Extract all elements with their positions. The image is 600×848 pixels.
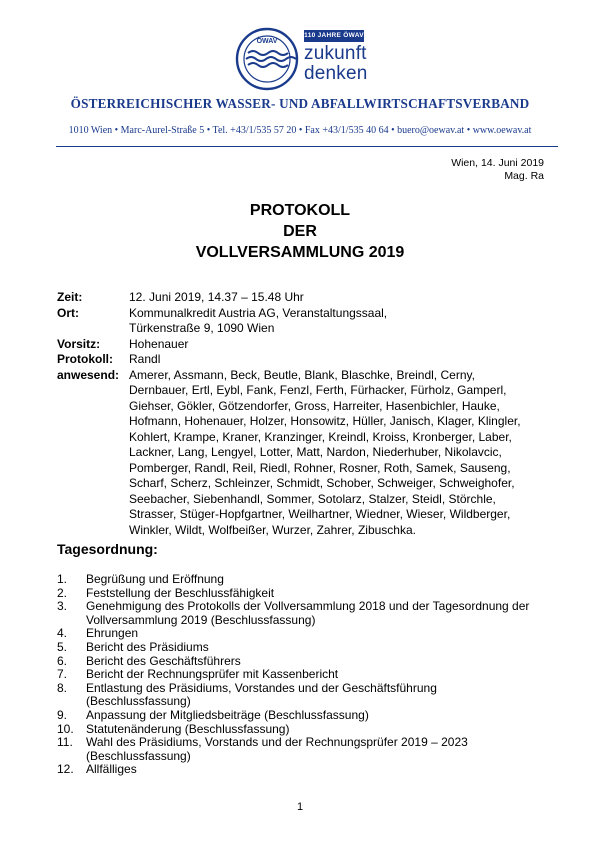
oewav-logo [234,26,374,92]
agenda-item-line: Bericht des Präsidiums [86,639,209,654]
agenda-item-number: 9. [57,707,68,722]
vorsitz-value: Hohenauer [129,336,189,351]
header-divider [56,146,558,147]
ort-line: Kommunalkredit Austria AG, Veranstaltungssaal, [129,305,388,320]
agenda-item [57,763,547,777]
info-row-ort [57,306,547,337]
agenda-item-text [86,736,547,763]
attendees-line: Kohlert, Krampe, Kraner, Kranzinger, Kreindl, Kroiss, Kronberger, Laber, [129,429,512,444]
agenda-item-number: 6. [57,653,68,668]
agenda-item-number: 4. [57,626,68,641]
agenda-item [57,627,547,641]
agenda-heading: Tagesordnung: [57,541,158,557]
agenda-item [57,736,547,763]
attendees-line: Pomberger, Randl, Reil, Riedl, Rohner, Rosner, Roth, Samek, Sauseng, [129,460,511,475]
agenda-item-line: Allfälliges [86,762,137,777]
title-line-3: VOLLVERSAMMLUNG 2019 [195,244,405,261]
agenda-item-number: 1. [57,572,68,586]
attendees-list [129,368,547,539]
logo-ring-text: ÖWAV [256,38,278,45]
agenda-item-text [86,600,547,627]
agenda-item [57,723,547,737]
agenda-item [57,573,547,587]
document-title [0,200,600,263]
agenda-item [57,600,547,627]
agenda-item-number: 8. [57,680,68,695]
agenda-item-number: 3. [57,599,68,614]
agenda-item [57,587,547,601]
agenda-item-number: 2. [57,585,68,600]
meeting-info [57,290,547,538]
agenda-item [57,709,547,723]
document-date: Wien, 14. Juni 2019 [451,157,544,169]
organization-name: ÖSTERREICHISCHER WASSER- UND ABFALLWIRTSCHAFTSVERBAND [70,96,530,111]
date-block [451,157,544,183]
agenda-item-line: Genehmigung des Protokolls der Vollversammlung 2018 und der Tagesordnung der [86,599,530,614]
info-row-protokoll [57,352,547,368]
info-row-anwesend [57,368,547,539]
agenda-item-number: 12. [57,762,74,777]
zeit-label: Zeit: [57,290,83,304]
agenda-item [57,655,547,669]
agenda-item-text [86,709,547,723]
agenda-item [57,668,547,682]
attendees-line: Amerer, Assmann, Beck, Beutle, Blank, Blaschke, Breindl, Cerny, [129,367,475,382]
agenda-item-number: 10. [57,721,74,736]
agenda-list [57,573,547,777]
agenda-item [57,682,547,709]
attendees-line: Dernbauer, Ertl, Eybl, Fank, Fenzl, Ferth, Fürhacker, Fürholz, Gamperl, [129,383,507,397]
agenda-item-text [86,723,547,737]
organization-address: 1010 Wien • Marc-Aurel-Straße 5 • Tel. +43/1/535 57 20 • Fax +43/1/535 40 64 • buero@oewav.at • www.oewav.at [68,125,532,136]
agenda-item-line: Begrüßung und Eröffnung [86,572,224,586]
ort-value [129,306,547,337]
document-author: Mag. Ra [504,170,544,182]
protokoll-label: Protokoll: [57,352,113,366]
logo-emblem-icon [234,26,300,92]
title-line-1: PROTOKOLL [249,202,351,219]
agenda-item-text [86,682,547,709]
agenda-item-line: Bericht des Geschäftsführers [86,653,241,668]
protokoll-value: Randl [129,352,161,366]
attendees-line: Winkler, Wildt, Wolfbeißer, Wurzer, Zahrer, Zibuschka. [129,522,416,537]
agenda-item-text [86,627,547,641]
agenda-item-number: 7. [57,667,68,682]
agenda-item-text [86,587,547,601]
anwesend-label: anwesend: [57,367,120,382]
logo-word-denken: denken [304,63,368,84]
attendees-line: Strasser, Stüger-Hopfgartner, Weilhartner, Wiedner, Wieser, Wildberger, [129,507,511,521]
attendees-line: Giehser, Gökler, Götzendorfer, Gross, Harreiter, Hasenbichler, Hauke, [129,398,500,413]
agenda-item-line: Entlastung des Präsidiums, Vorstandes und der Geschäftsführung [86,680,437,695]
zeit-value: 12. Juni 2019, 14.37 – 15.48 Uhr [129,290,304,304]
agenda-item [57,641,547,655]
agenda-item-text [86,641,547,655]
attendees-line: Hofmann, Hohenauer, Holzer, Honsowitz, Hüller, Janisch, Klager, Klingler, [129,414,521,428]
page-number: 1 [296,801,304,813]
attendees-line: Lackner, Lang, Lengyel, Lotter, Matt, Nardon, Niederhuber, Nikolavcic, [129,445,502,459]
agenda-item-line: Anpassung der Mitgliedsbeiträge (Beschlussfassung) [86,707,369,722]
agenda-item-line: Vollversammlung 2019 (Beschlussfassung) [86,612,316,627]
agenda-item-number: 5. [57,639,68,654]
agenda-item-line: Statutenänderung (Beschlussfassung) [86,721,290,736]
info-row-zeit [57,290,547,306]
attendees-line: Scharf, Scherz, Schleinzer, Schmidt, Schober, Schweiger, Schweighofer, [129,476,515,490]
logo-badge: 110 JAHRE ÖWAV [304,30,364,42]
agenda-item-text [86,763,547,777]
attendees-line: Seebacher, Siebenhandl, Sommer, Sotolarz, Stalzer, Steidl, Störchle, [129,491,496,506]
title-line-2: DER [283,223,317,240]
info-row-vorsitz [57,337,547,353]
agenda-item-line: Feststellung der Beschlussfähigkeit [86,585,275,600]
agenda-item-line: Ehrungen [86,626,139,641]
logo-word-zukunft: zukunft [304,43,367,64]
agenda-item-line: Bericht der Rechnungsprüfer mit Kassenbericht [86,667,339,682]
agenda-item-text [86,668,547,682]
agenda-item-number: 11. [57,735,73,750]
vorsitz-label: Vorsitz: [57,336,101,351]
agenda-item-line: (Beschlussfassung) [86,748,191,763]
agenda-item-line: (Beschlussfassung) [86,694,191,709]
agenda-item-line: Wahl des Präsidiums, Vorstands und der Rechnungsprüfer 2019 – 2023 [86,735,468,750]
agenda-item-text [86,573,547,587]
ort-line: Türkenstraße 9, 1090 Wien [129,321,275,335]
ort-label: Ort: [57,305,79,320]
agenda-item-text [86,655,547,669]
